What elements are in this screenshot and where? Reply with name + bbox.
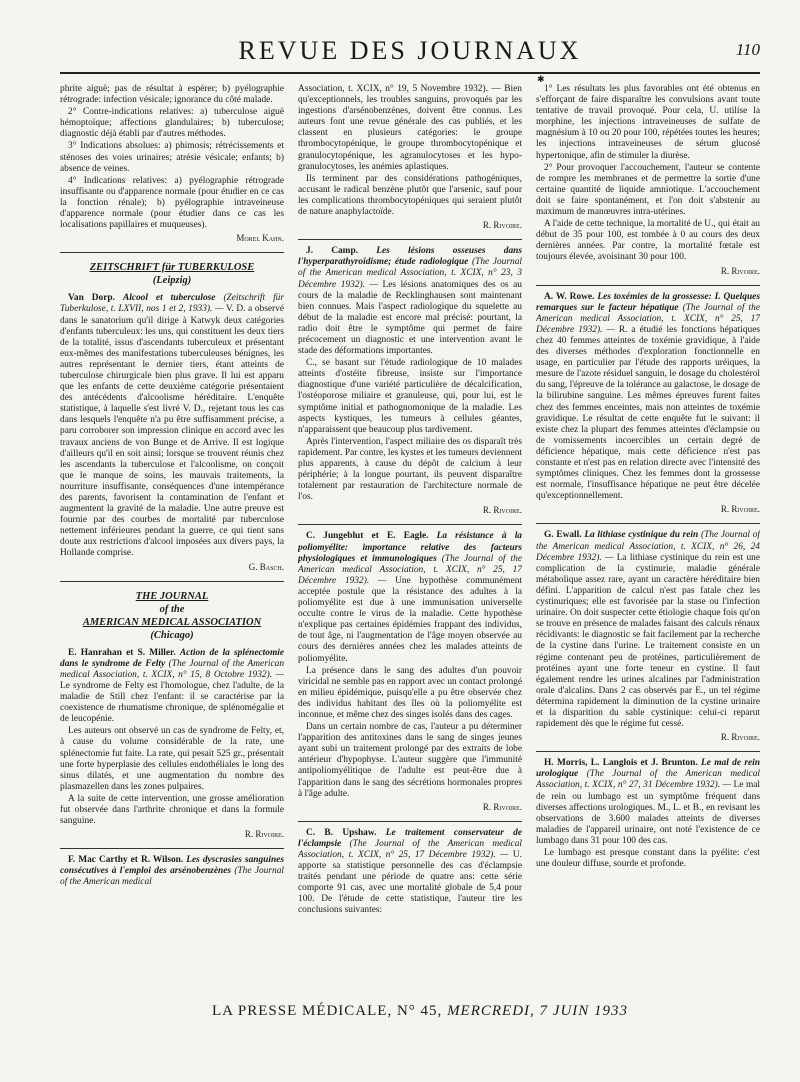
section-heading-title: ZEITSCHRIFT für TUBERKULOSE: [89, 262, 255, 274]
divider: [60, 848, 284, 849]
paragraph: A l'aide de cette technique, la mortalité de U., qui était au début de 35 pour 100, est tombée à 0 au cours des deux dernières années. Par contre, la mortalité fœtale est toujours élevée, avoisinant 30 pour 100.: [536, 219, 760, 263]
signature: R. Rivoire.: [482, 220, 522, 231]
article-title: Le mal de rein urologique: [536, 758, 760, 780]
divider: [536, 523, 760, 524]
divider: [536, 751, 760, 752]
paragraph: Dans un certain nombre de cas, l'auteur a pu déterminer l'apparition des antitoxines dans le sang de singes jeunes ayant subi un traitement prolongé par des extraits de lobe antérieur d'hypophyse. L'auteur suggère que l'immunité antipoliomyélitique de l'adulte est peut-être due à l'apparition dans le sang des sécrétions hormonales propres à l'âge adulte.: [298, 722, 522, 799]
article-author: G. Ewall.: [544, 530, 582, 541]
column-middle: [298, 84, 522, 1004]
article: [60, 855, 284, 888]
signature: R. Rivoire.: [720, 265, 760, 276]
paragraph: 3° Indications absolues: a) phimosis; rétrécissements et sténoses des voies urinaires; atrésie vésicale; enfants; b) absence de veines.: [60, 141, 284, 174]
article-body: Le mal de rein ou lumbago est un symptôme fréquent dans diverses affections urologiques. M., L. et B., en revisant les observations de 3.600 malades atteints de diverses maladies de l'appareil urinaire, ont noté l'existence de ce lumbago dans 31 pour 100 des cas.: [536, 780, 760, 846]
paragraph: Après l'intervention, l'aspect miliaire des os disparaît très rapidement. Par contre, les kystes et les tumeurs deviennent plus apparents, à cause du dépôt de calcium à leur périphérie; à la longue pourtant, ils peuvent disparaître totalement par restauration de l'architecture normale de l'os.: [298, 436, 522, 503]
article-body: Le syndrome de Felty est l'homologue, chez l'adulte, de la maladie de Still chez l'enfant: il se caractérise par la coexistence de rhumatisme chronique, de splénomégalie et de leucopénie.: [60, 680, 284, 725]
article-reference: (The Journal of the American medical: [60, 866, 284, 888]
article-author: C. Jungeblut et E. Eagle.: [306, 531, 429, 542]
article: [536, 758, 760, 847]
paragraph: Le lumbago est presque constant dans la pyélite: c'est une douleur diffuse, sourde et profonde.: [536, 848, 760, 870]
paragraph: A la suite de cette intervention, une grosse amélioration fut observée dans l'arthrite chronique et dans la formule sanguine.: [60, 793, 284, 827]
article-author: Van Dorp.: [68, 293, 115, 304]
article-reference: (The Journal of the American medical Association, t. XCIX, n° 27, 31 Décembre 1932). —: [536, 769, 760, 791]
page-header: [60, 28, 760, 74]
journal-section-title: REVUE DES JOURNAUX: [238, 36, 582, 65]
article: [298, 246, 522, 357]
article: [298, 531, 522, 664]
signature: G. Basch.: [248, 561, 284, 572]
section-heading-city: (Chicago): [150, 629, 194, 641]
divider: [298, 524, 522, 525]
paragraph: 1° Les résultats les plus favorables ont été obtenus en s'efforçant de faire disparaître les convulsions avant toute tentative de travail provoqué. Pour cela, U. utilise la morphine, les injections intraveineuses de sulfate de magnésium à 10 ou 20 pour 100, répétées toutes les heures; les injections intraveineuses de sérum glucosé hypertonique, afin de stimuler la diurèse.: [536, 84, 760, 161]
article-body: La lithiase cystinique du rein est une complication de la cystinurie, maladie générale métabolique assez rare, ayant un caractère héréditaire bien défini. L'apparition de calcul n'est pas fatale chez les cystinuriques; elle est favorisée par la stase ou l'infection urinaire. On doit suspecter cette étiologie chaque fois qu'on se trouve en présence de malades faisant des calculs rénaux récidivants: le diagnostic se fait facilement par la recherche de la cystine dans l'urine. Le traitement consiste en un régime contenant peu de protéines, particulièrement de protéines ayant une forte teneur en cystine. Il faut également rendre les urines alcalines par l'administration orale d'alcalins. Dans 2 cas observés par E., un tel régime détermina rapidement la diminution de la cystine urinaire et la disparition du sable cystinique: celui-ci reparut rapidement dès que le régime fut cessé.: [536, 552, 760, 730]
article-columns: [60, 84, 760, 1004]
article-author: A. W. Rowe.: [544, 291, 595, 302]
paragraph: La présence dans le sang des adultes d'un pouvoir viricidal ne semble pas en rapport avec un contact prolongé en milieu épidémique, puisqu'elle a pu être observée chez des individus habitant des îles où la poliomyélite est inconnue, et même chez des singes isolés dans des cages.: [298, 665, 522, 720]
paragraph: phrite aiguë; pas de résultat à espérer; b) pyélographie rétrograde: infection vésicale; ignorance du côté malade.: [60, 84, 284, 106]
signature: Morel Kahn.: [236, 233, 284, 244]
signature: R. Rivoire.: [482, 505, 522, 516]
article-reference: (The Journal of the American medical Association, t. XCIX, n° 15, 8 Octobre 1932). —: [60, 658, 284, 680]
article-reference: (The Journal of the American medical Association, t. XCIX, n° 25, 17 Décembre 1932). —: [298, 553, 522, 586]
divider: [60, 581, 284, 582]
paragraph: Association, t. XCIX, n° 19, 5 Novembre 1932). — Bien qu'exceptionnels, les troubles sanguins, provoqués par les ingestions d'arsénobenzènes, doivent être connus. Les auteurs font une revue générale des cas publiés, et les classent en plusieurs catégories: le groupe thrombocytopénique, le groupe thrombocytopénique et granulocytopénique, les agranulocytoses et les hypo-granulocytoses, les anémies aplastiques.: [298, 84, 522, 172]
divider: [298, 821, 522, 822]
article-author: H. Morris, L. Langlois et J. Brunton.: [544, 758, 698, 769]
column-right: [536, 84, 760, 1004]
section-heading-title: THE JOURNAL: [135, 590, 209, 602]
article-reference: (Zeitschrift für Tuberkulose, t. LXVII, nos 1 et 2, 1933). —: [60, 293, 284, 315]
article: [60, 648, 284, 726]
article-author: E. Hanrahan et S. Miller.: [68, 647, 176, 658]
divider: [60, 252, 284, 253]
signature: R. Rivoire.: [244, 829, 284, 840]
section-heading: [60, 590, 284, 642]
section-heading: [60, 261, 284, 287]
column-left: [60, 84, 284, 1004]
article-title: Les lésions osseuses dans l'hyperparathyroïdisme; étude radiologique: [298, 246, 522, 268]
article: [536, 292, 760, 503]
article-reference: (The Journal of the American medical Association, t. XCIX, n° 23, 3 Décembre 1932). —: [298, 257, 522, 290]
section-heading-line: AMERICAN MEDICAL ASSOCIATION: [82, 616, 262, 628]
article-title: La lithiase cystinique du rein: [584, 530, 699, 541]
article-author: J. Camp.: [306, 246, 359, 257]
ornament-mark: ✱: [537, 74, 545, 84]
article-title: Action de la splénectomie dans le syndrome de Felty: [60, 647, 284, 669]
article-author: C. B. Upshaw.: [306, 827, 377, 838]
article-body: Une hypothèse communément acceptée postule que la résistance des adultes à la poliomyélite est due à une immunisation universelle occulte contre le virus de la maladie. Cette hypothèse n'explique pas certaines épidémies frappant des individus, de tout âge, ni l'augmentation de l'âge moyen observée au cours des dernières années chez les malades atteints de poliomyélite.: [298, 575, 522, 664]
paragraph: C., se basant sur l'étude radiologique de 10 malades atteints d'ostéite fibreuse, insiste sur l'importance diagnostique d'une variété particulière de décalcification, l'ostéoporose miliaire et granuleuse, qui, pour lui, est le symptôme initial et pathognomonique de la maladie. Les aspects kystiques, les tumeurs à cellules géantes, n'apparaissent que beaucoup plus tardivement.: [298, 358, 522, 435]
article: [536, 530, 760, 730]
article-author: F. Mac Carthy et R. Wilson.: [68, 855, 184, 866]
article-title: Les toxémies de la grossesse: I. Quelques remarques sur le facteur hépatique: [536, 291, 760, 313]
signature: R. Rivoire.: [482, 801, 522, 812]
article-body: V. D. a observé dans le sanatorium qu'il dirige à Katwyk deux catégories d'enfants tuberculeux: les uns, qui constituent les deux tiers de la totalité, issus d'ascendants tuberculeux et présentant eux-mêmes des manifestations tuberculeuses bénignes, les autres représentant le dernier tiers, étant atteints de tuberculose chirurgicale bien plus grave. Il lui est apparu que les enfants de cette deuxième catégorie présentaient des antécédents d'alcoolisme héréditaire. L'enquête statistique, à laquelle s'est livré V. D., rejetant tous les cas dans lesquels l'enquête n'a pu être suffisamment précise, a paru corroborer son impression clinique en accord avec les travaux anciens de von Bunge et de Arrive. Il est logique d'ailleurs qu'il en soit ainsi; lorsque se trouvent réunis chez les ascendants la tuberculose et l'alcoolisme, on conçoit que le manque de soins, les mauvais traitements, la nourriture insuffisante, conséquences d'une intempérance des parents, favorisent la contamination de l'enfant et augmentent la gravité de la maladie. Une autre preuve est fournie par des courbes de mortalité par tuberculose nettement inférieures pendant la guerre, ce qui tient sans doute aux restrictions d'alcool imposées aux divers pays, la Hollande comprise.: [60, 304, 284, 559]
article-reference: (The Journal of the American medical Association, t. XCIX, n° 25, 17 Décembre 1932). —: [298, 838, 522, 860]
paragraph: 4° Indications relatives: a) pyélographie rétrograde insuffisante ou d'apparence normale (pour étudier en ce cas la fonction rénale); b) pyélographie intraveineuse d'apparence normale (pour étudier dans ce cas les localisations papillaires et muqueuses).: [60, 175, 284, 231]
article: [298, 828, 522, 917]
article-body: U. apporte sa statistique personnelle des cas d'éclampsie traités pendant une période de quatre ans: cette série comporte 91 cas, avec une mortalité globale de 5,4 pour 100. De l'étude de cette statistique, l'auteur tire les conclusions suivantes:: [298, 850, 522, 916]
article-title: Les dyscrasies sanguines consécutives à l'emploi des arsénobenzènes: [60, 855, 284, 877]
section-heading-line: of the: [159, 603, 185, 615]
paragraph: 2° Contre-indications relatives: a) tuberculose aiguë hémoptoïque; affections glandulaires; b) tuberculose; diagnostic déjà établi par d'autres méthodes.: [60, 107, 284, 140]
article-title: La résistance à la poliomyélite: importance relative des facteurs physiologiques et immunologiques: [298, 531, 522, 564]
article-body: Les lésions anatomiques des os au cours de la maladie de Recklinghausen sont maintenant bien connues. Mais l'aspect radiologique du squelette au début de la maladie est encore mal précisé: pourtant, la radio doit être le symptôme qui permet de faire précocement un diagnostic et une intervention avant le stade des déformations importantes.: [298, 279, 522, 357]
paragraph: Ils terminent par des considérations pathogéniques, accusant le radical benzène plutôt que l'arsenic, sauf pour les complications thrombocytopéniques qui seraient plutôt de nature anaphylactoïde.: [298, 173, 522, 218]
page-footer: [160, 1003, 680, 1020]
signature: R. Rivoire.: [720, 732, 760, 743]
article: [60, 293, 284, 559]
article-body: R. a étudié les fonctions hépatiques chez 40 femmes atteintes de toxémie gravidique, à l'aide des diverses méthodes d'exploration fonctionnelle en usage, en particulier par l'étude des rapports uréiques, la mesure de l'azote résiduel sanguin, le dosage du cholestérol du sang, l'épreuve de la tolérance au galactose, le dosage de la bilirubine sanguine. Les mêmes épreuves furent faites chez des femmes enceintes, mais non atteintes de toxémie gravidique. Le résultat de cette enquête fut le suivant: il existe chez la plupart des femmes atteintes d'éclampsie ou de vomissements incoercibles un certain degré de déficience hépatique, mais cette déficience n'est pas constante et n'est pas en relation directe avec l'intensité des symptômes cliniques. Chez les femmes dont la grossesse est normale, l'insuffisance hépatique ne peut être décelée qu'exceptionnellement.: [536, 324, 760, 502]
article-reference: (The Journal of the American medical Association, t. XCIX, n° 25, 17 Décembre 1932). —: [536, 302, 760, 335]
section-heading-city: (Leipzig): [152, 275, 192, 287]
divider: [298, 239, 522, 240]
paragraph: 2° Pour provoquer l'accouchement, l'auteur se contente de rompre les membranes et de permettre la sortie d'une certaine quantité de liquide amniotique. L'accouchement doit se faire spontanément, et l'on doit s'abstenir au maximum de manœuvres intra-utérines.: [536, 162, 760, 218]
footer-issue: N° 45,: [396, 1003, 443, 1019]
article-reference: (The Journal of the American medical Association, t. XCIX, n° 26, 24 Décembre 1932). —: [536, 530, 760, 563]
paragraph: Les auteurs ont observé un cas de syndrome de Felty, et, à cause du volume considérable de la rate, une splénectomie fut faite. La rate, qui pesait 525 gr., présentait une forte hyperplasie des cellules endothéliales le long des sinus dilatés, et une augmentation du nombre des plasmazellen dans les zones pulpaires.: [60, 726, 284, 792]
divider: [536, 285, 760, 286]
page-number: 110: [735, 40, 760, 59]
signature: R. Rivoire.: [720, 504, 760, 515]
footer-journal: LA PRESSE MÉDICALE,: [211, 1003, 393, 1019]
article-title: Le traitement conservateur de l'éclampsie: [298, 827, 522, 849]
footer-date: MERCREDI, 7 JUIN 1933: [447, 1003, 629, 1019]
article-title: Alcool et tuberculose: [122, 293, 216, 304]
